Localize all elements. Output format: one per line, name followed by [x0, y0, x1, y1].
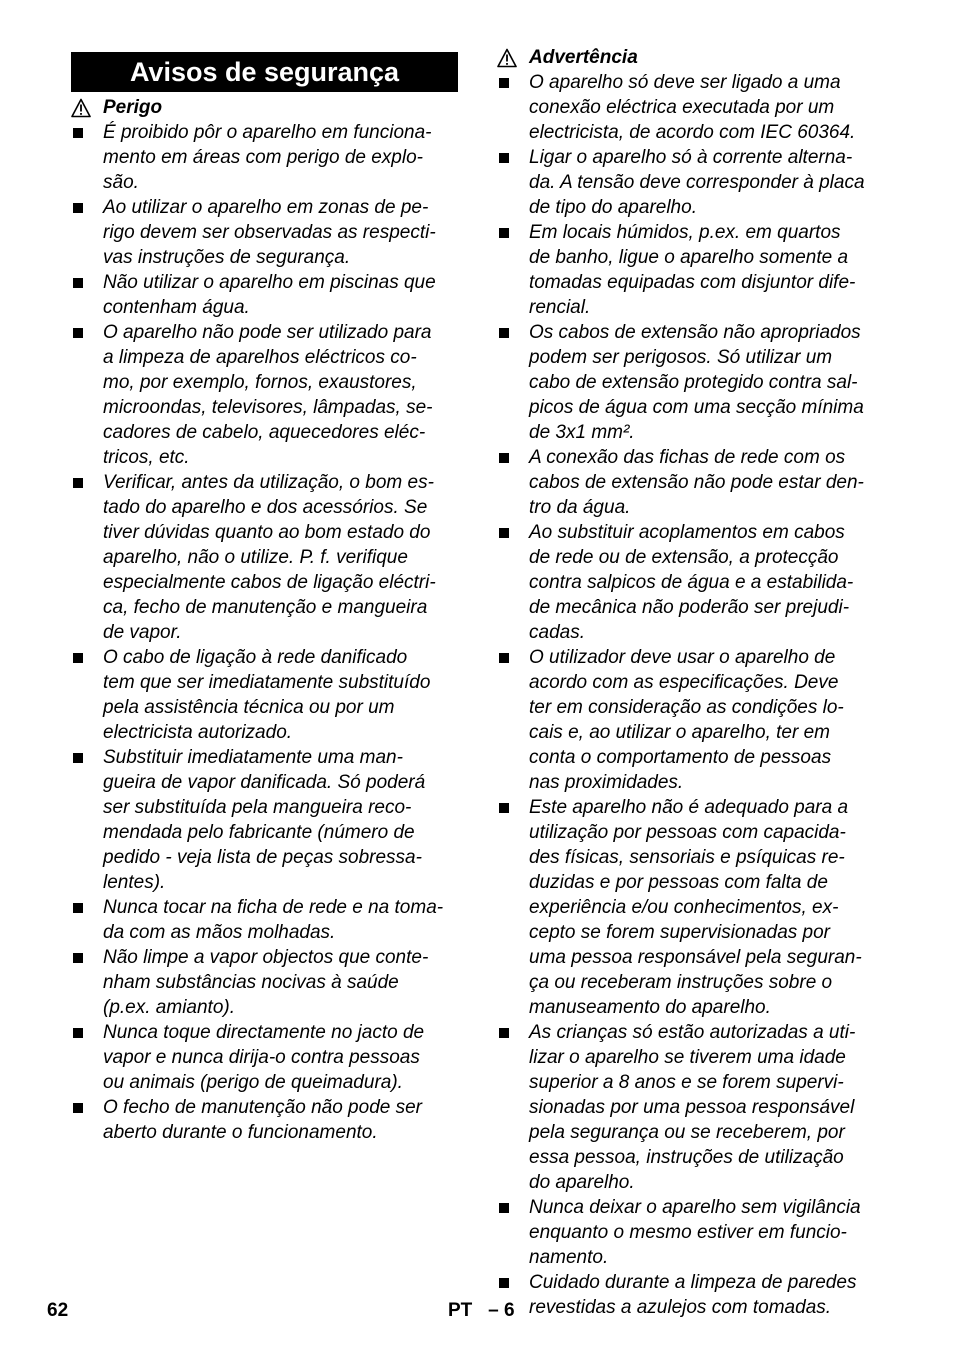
square-bullet-icon: [499, 328, 509, 338]
list-item-text: Substituir imediatamente uma man- gueira de vapor danificada. Só poderá ser substituída pela mangueira reco- mendada pelo fabricante (número de pedido - veja lista de peças sobressa- lentes).: [103, 747, 426, 893]
square-bullet-icon: [499, 528, 509, 538]
list-item-text: Não limpe a vapor objectos que conte- nham substâncias nocivas à saúde (p.ex. amianto).: [103, 947, 429, 1018]
square-bullet-icon: [73, 328, 83, 338]
list-item-text: O cabo de ligação à rede danificado tem que ser imediatamente substituído pela assistência técnica ou por um electricista autorizado.: [103, 647, 431, 743]
list-item-text: Ao utilizar o aparelho em zonas de pe- rigo devem ser observadas as respecti- vas instruções de segurança.: [103, 197, 436, 268]
list-item-text: Cuidado durante a limpeza de paredes revestidas a azulejos com tomadas.: [529, 1272, 857, 1318]
page-reference: PT – 6: [448, 1300, 515, 1321]
list-item: [497, 445, 887, 520]
list-item-text: O aparelho só deve ser ligado a uma conexão eléctrica executada por um electricista, de acordo com IEC 60364.: [529, 72, 856, 143]
list-item: [71, 270, 461, 320]
square-bullet-icon: [499, 1278, 509, 1288]
square-bullet-icon: [73, 278, 83, 288]
square-bullet-icon: [73, 1103, 83, 1113]
warning-triangle-icon: [497, 48, 517, 68]
list-item: [497, 145, 887, 220]
list-item: [71, 645, 461, 745]
list-item: [497, 1020, 887, 1195]
warning-heading-label: Advertência: [529, 47, 638, 68]
list-item-text: O utilizador deve usar o aparelho de acordo com as especificações. Deve ter em consideração as condições lo- cais e, ao utilizar o aparelho, ter em conta o comportamento de pessoas nas proximidades.: [529, 647, 844, 793]
right-column: [497, 45, 887, 1320]
list-item-text: Este aparelho não é adequado para a utilização por pessoas com capacida- des físicas, sensoriais e psíquicas re- duzidas e por pessoas com falta de experiência e/ou conhecimentos, ex- cepto se forem supervisionadas por uma pessoa responsável pela seguran- ça ou receberam instruções sobre o manuseamento do aparelho.: [529, 797, 862, 1018]
list-item: [71, 745, 461, 895]
page-title: Avisos de segurança: [71, 52, 458, 92]
warning-heading: [497, 45, 887, 70]
list-item-text: Ligar o aparelho só à corrente alterna- da. A tensão deve corresponder à placa de tipo do aparelho.: [529, 147, 865, 218]
list-item: [497, 795, 887, 1020]
square-bullet-icon: [499, 228, 509, 238]
list-item-text: O fecho de manutenção não pode ser aberto durante o funcionamento.: [103, 1097, 423, 1143]
square-bullet-icon: [73, 478, 83, 488]
square-bullet-icon: [73, 903, 83, 913]
list-item-text: Não utilizar o aparelho em piscinas que contenham água.: [103, 272, 436, 318]
list-item: [497, 1270, 887, 1320]
list-item: [71, 1020, 461, 1095]
square-bullet-icon: [73, 953, 83, 963]
danger-heading: [71, 95, 461, 120]
list-item-text: Verificar, antes da utilização, o bom es- tado do aparelho e dos acessórios. Se tiver dúvidas quanto ao bom estado do aparelho, não o utilize. P. f. verifique especialmente cabos de ligação eléctri- ca, fecho de manutenção e mangueira de vapor.: [103, 472, 436, 643]
page-number: 62: [47, 1300, 69, 1321]
list-item: [71, 895, 461, 945]
list-item-text: Nunca tocar na ficha de rede e na toma- da com as mãos molhadas.: [103, 897, 444, 943]
warning-triangle-icon: [71, 98, 91, 118]
list-item-text: Nunca toque directamente no jacto de vapor e nunca dirija-o contra pessoas ou animais (perigo de queimadura).: [103, 1022, 425, 1093]
square-bullet-icon: [499, 153, 509, 163]
list-item: [497, 320, 887, 445]
list-item-text: Em locais húmidos, p.ex. em quartos de banho, ligue o aparelho somente a tomadas equipadas com disjuntor dife- rencial.: [529, 222, 856, 318]
list-item-text: Ao substituir acoplamentos em cabos de rede ou de extensão, a protecção contra salpicos de água e a estabilida- de mecânica não poderão ser prejudi- cadas.: [529, 522, 854, 643]
square-bullet-icon: [499, 1028, 509, 1038]
list-item: [71, 1095, 461, 1145]
danger-list: [71, 120, 461, 1145]
list-item-text: Os cabos de extensão não apropriados podem ser perigosos. Só utilizar um cabo de extensão protegido contra sal- picos de água com uma secção mínima de 3x1 mm².: [529, 322, 864, 443]
list-item-text: Nunca deixar o aparelho sem vigilância enquanto o mesmo estiver em funcio- namento.: [529, 1197, 861, 1268]
list-item: [71, 195, 461, 270]
square-bullet-icon: [73, 753, 83, 763]
list-item: [497, 1195, 887, 1270]
square-bullet-icon: [499, 78, 509, 88]
square-bullet-icon: [73, 1028, 83, 1038]
list-item: [497, 220, 887, 320]
list-item: [71, 945, 461, 1020]
square-bullet-icon: [499, 453, 509, 463]
list-item-text: As crianças só estão autorizadas a uti- lizar o aparelho se tiverem uma idade superior a 8 anos e se forem supervi- sionadas por uma pessoa responsável pela segurança ou se receberem, por essa pessoa, instruções de utilização do aparelho.: [529, 1022, 856, 1193]
square-bullet-icon: [73, 653, 83, 663]
danger-heading-label: Perigo: [103, 97, 163, 118]
square-bullet-icon: [499, 803, 509, 813]
list-item: [71, 320, 461, 470]
list-item-text: É proibido pôr o aparelho em funciona- mento em áreas com perigo de explo- são.: [103, 122, 432, 193]
list-item-text: O aparelho não pode ser utilizado para a limpeza de aparelhos eléctricos co- mo, por exemplo, fornos, exaustores, microondas, televisores, lâmpadas, se- cadores de cabelo, aquecedores eléc- tricos, etc.: [103, 322, 433, 468]
list-item: [497, 645, 887, 795]
list-item-text: A conexão das fichas de rede com os cabos de extensão não pode estar den- tro da água.: [529, 447, 864, 518]
list-item: [497, 70, 887, 145]
warning-list: [497, 70, 887, 1320]
left-column: [71, 52, 461, 1145]
list-item: [497, 520, 887, 645]
list-item: [71, 470, 461, 645]
square-bullet-icon: [73, 203, 83, 213]
square-bullet-icon: [499, 1203, 509, 1213]
square-bullet-icon: [73, 128, 83, 138]
list-item: [71, 120, 461, 195]
square-bullet-icon: [499, 653, 509, 663]
